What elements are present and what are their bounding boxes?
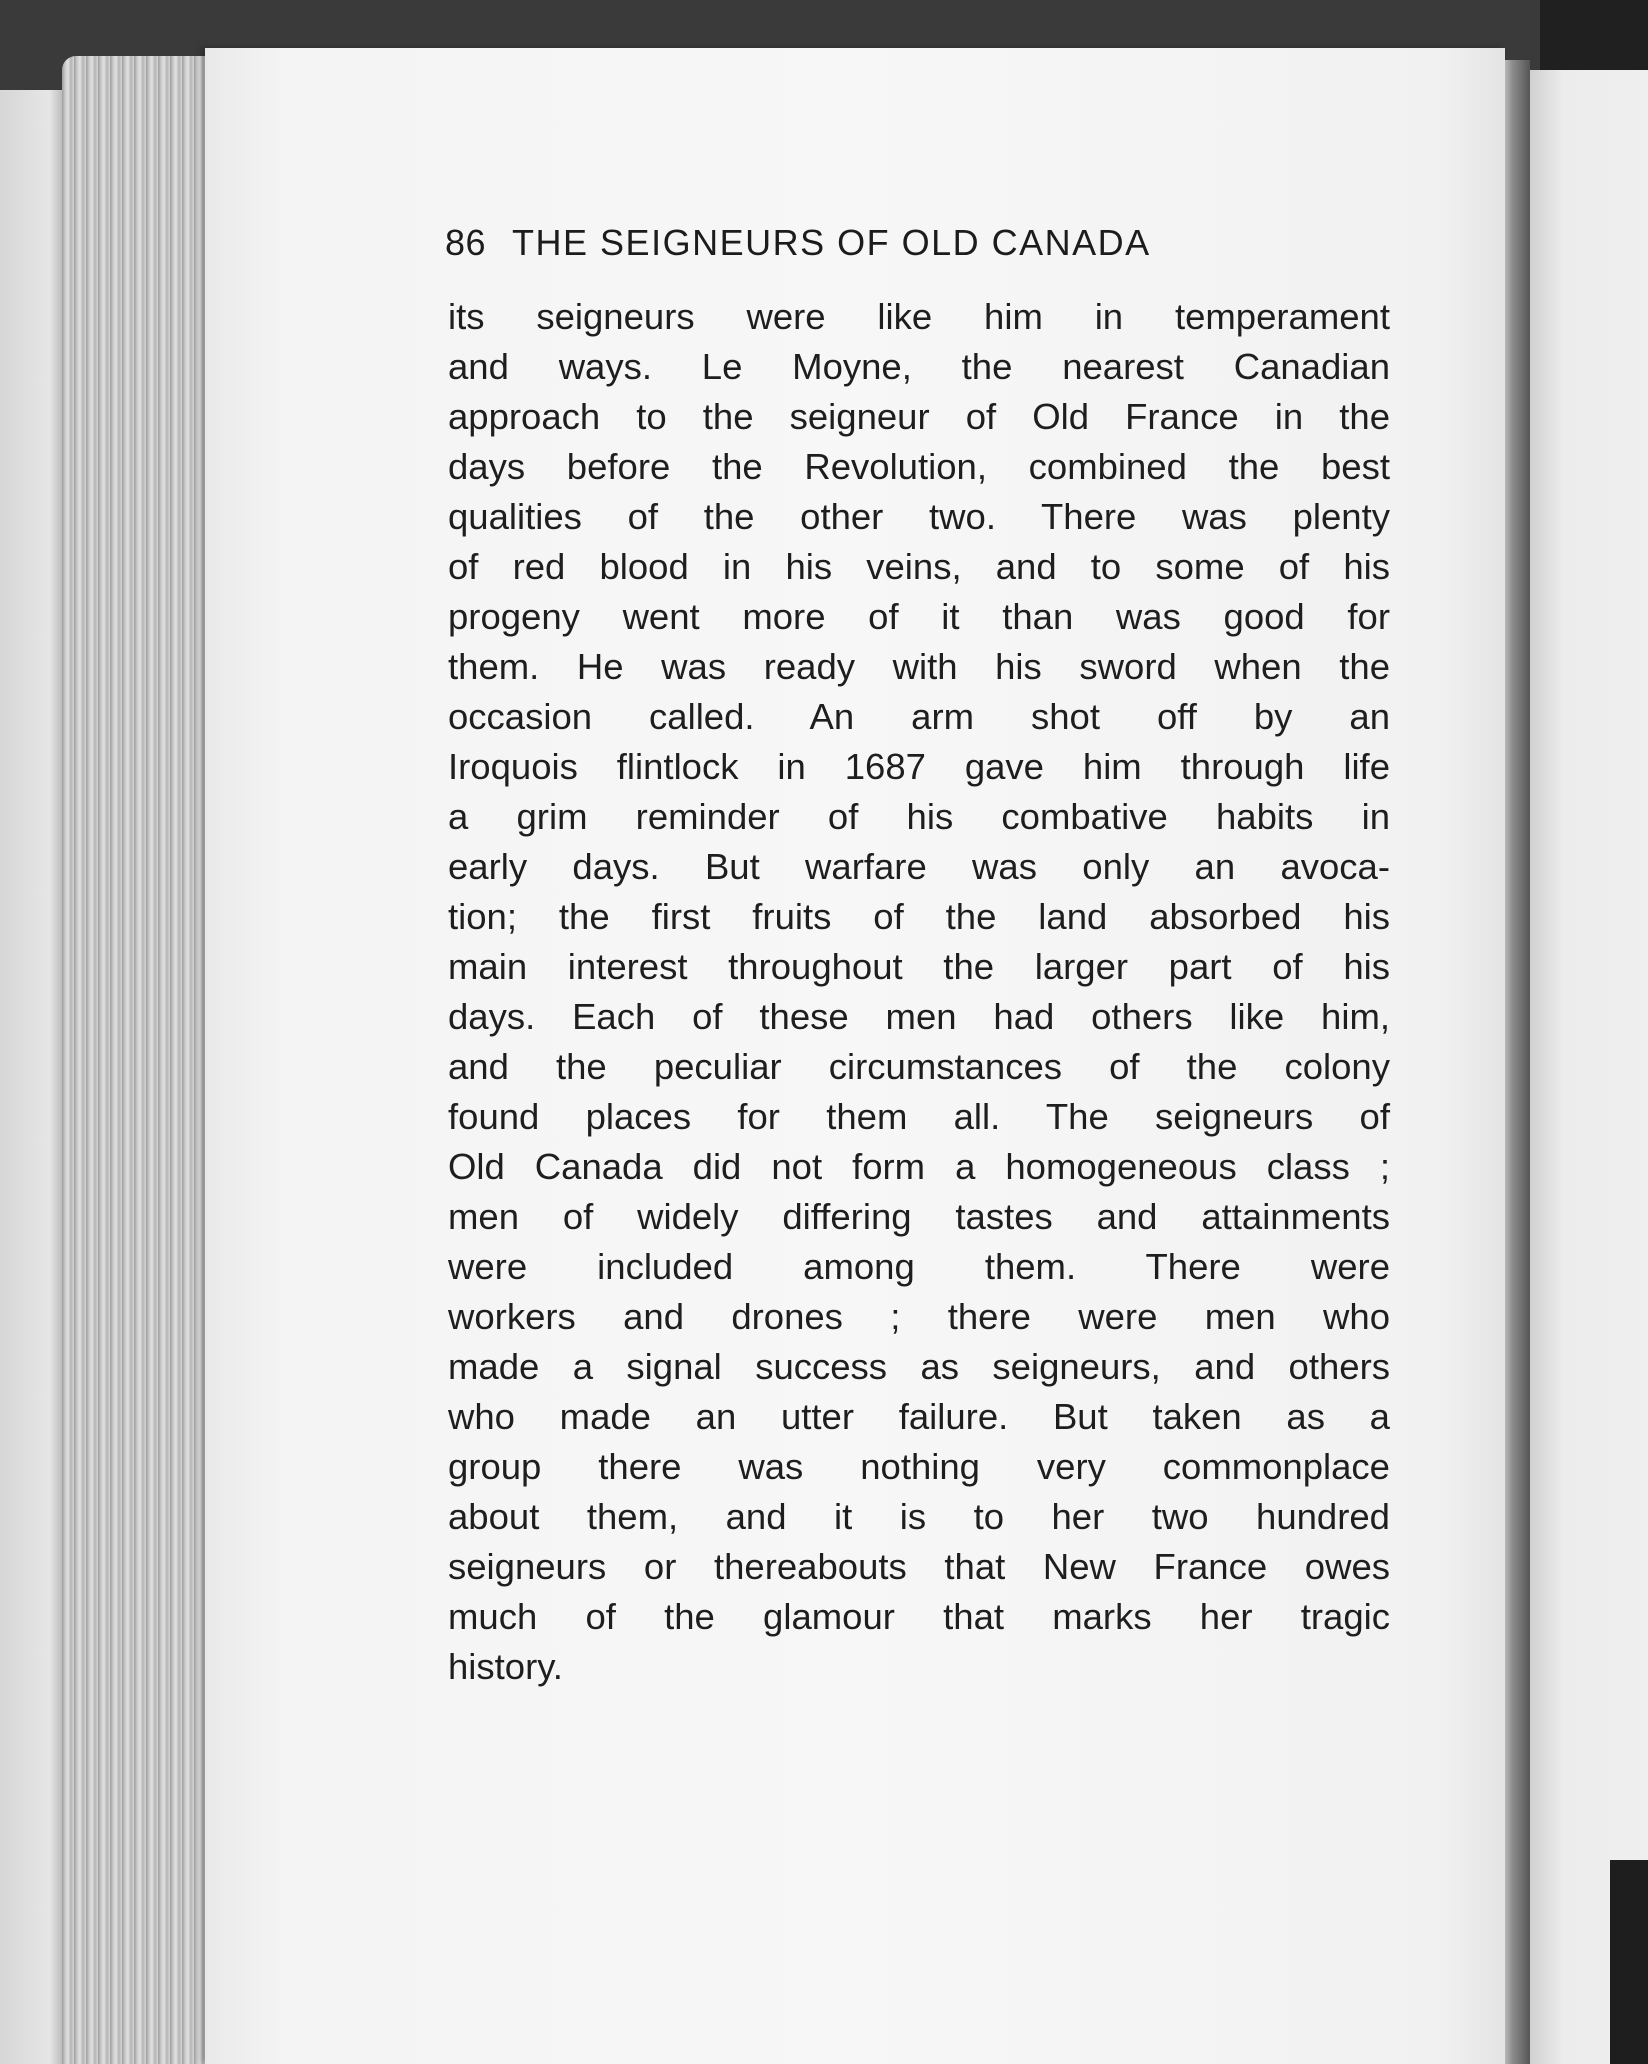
text-line: them. He was ready with his sword when the (448, 646, 1390, 687)
text-line: much of the glamour that marks her tragic (448, 1596, 1390, 1637)
text-line: early days. But warfare was only an avoca- (448, 846, 1390, 887)
text-line: of red blood in his veins, and to some of his (448, 546, 1390, 587)
scan-border-bottom-right (1610, 1860, 1648, 2064)
text-line: about them, and it is to her two hundred (448, 1496, 1390, 1537)
page-number: 86 (445, 222, 487, 263)
facing-page-edge (1528, 70, 1648, 2064)
text-line: and the peculiar circumstances of the colony (448, 1046, 1390, 1087)
text-line: a grim reminder of his combative habits in (448, 796, 1390, 837)
text-line: Old Canada did not form a homogeneous class ; (448, 1146, 1390, 1187)
text-line: approach to the seigneur of Old France in the (448, 396, 1390, 437)
text-line: found places for them all. The seigneurs of (448, 1096, 1390, 1137)
text-line: were included among them. There were (448, 1246, 1390, 1287)
body-text (448, 292, 1390, 1692)
text-line: seigneurs or thereabouts that New France owes (448, 1546, 1390, 1587)
text-line: occasion called. An arm shot off by an (448, 696, 1390, 737)
page-stack-edges (62, 56, 212, 2064)
text-line-last: history. (448, 1646, 563, 1687)
text-line: made a signal success as seigneurs, and others (448, 1346, 1390, 1387)
book-cover-edge (0, 90, 62, 2064)
text-line: Iroquois flintlock in 1687 gave him through life (448, 746, 1390, 787)
text-line: main interest throughout the larger part of his (448, 946, 1390, 987)
text-line: workers and drones ; there were men who (448, 1296, 1390, 1337)
scan-border-top-right (1540, 0, 1648, 70)
running-title: THE SEIGNEURS OF OLD CANADA (512, 222, 1151, 263)
text-line: group there was nothing very commonplace (448, 1446, 1390, 1487)
text-line: days before the Revolution, combined the best (448, 446, 1390, 487)
text-line: its seigneurs were like him in temperament (448, 296, 1390, 337)
text-line: days. Each of these men had others like him, (448, 996, 1390, 1037)
text-line: progeny went more of it than was good for (448, 596, 1390, 637)
running-head (445, 222, 1385, 272)
text-line: men of widely differing tastes and attainments (448, 1196, 1390, 1237)
text-line: tion; the first fruits of the land absorbed his (448, 896, 1390, 937)
text-line: who made an utter failure. But taken as a (448, 1396, 1390, 1437)
text-line: and ways. Le Moyne, the nearest Canadian (448, 346, 1390, 387)
text-line: qualities of the other two. There was plenty (448, 496, 1390, 537)
